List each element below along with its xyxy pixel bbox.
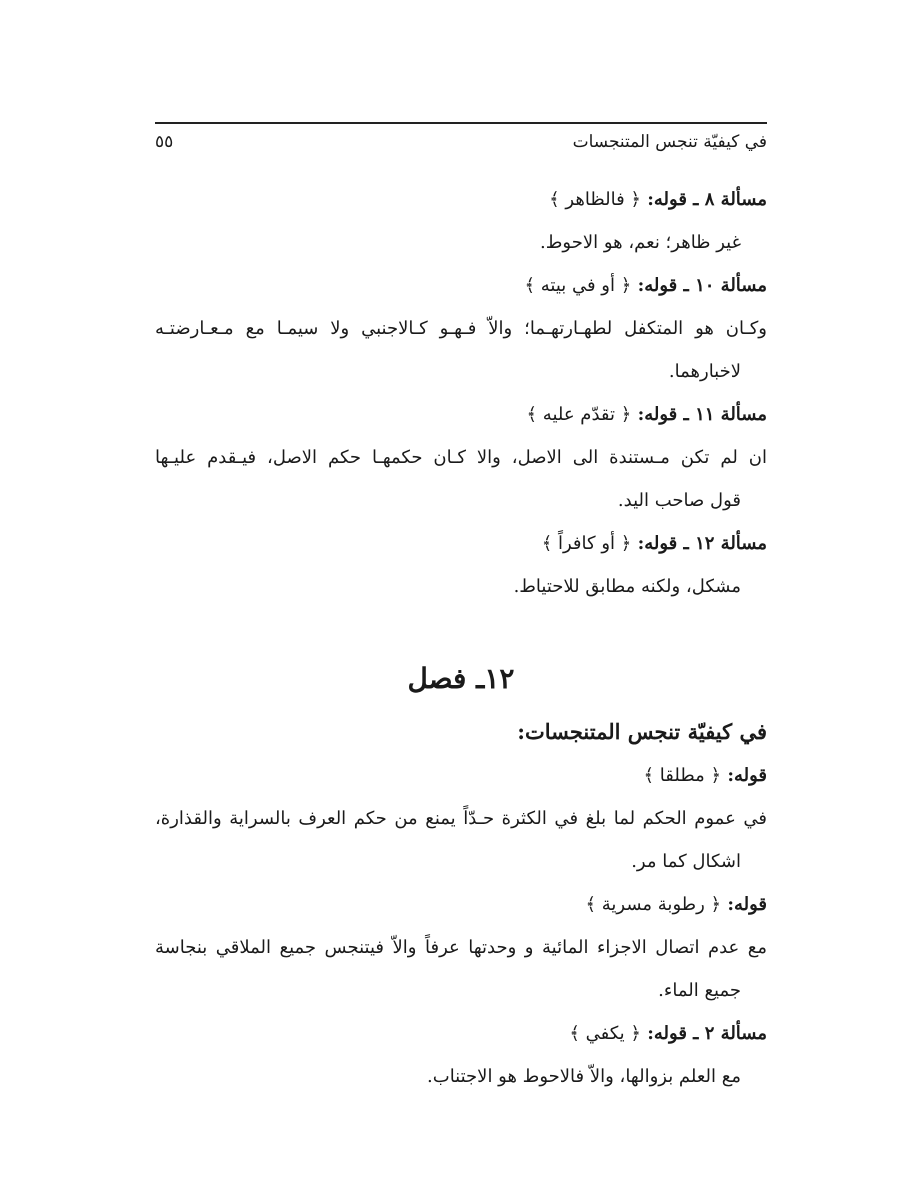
issue-label: مسألة ١٢ ـ قوله:	[637, 533, 767, 554]
section-title: ١٢ـ فصل	[407, 662, 515, 695]
page-body	[155, 178, 767, 1098]
issue-quote: ﴿ تقدّم عليه ﴾	[526, 404, 632, 425]
issue-label: مسألة ٢ ـ قوله:	[647, 1023, 767, 1044]
commentary-line: مشكل، ولكنه مطابق للاحتياط.	[513, 576, 741, 597]
running-title: في كيفيّة تنجس المتنجسات	[572, 132, 767, 152]
page-header	[155, 122, 767, 160]
section-gap	[155, 608, 767, 648]
issue-heading-2	[155, 1012, 767, 1055]
issue-heading-8	[155, 178, 767, 221]
issue-label: مسألة ٨ ـ قوله:	[647, 189, 767, 210]
commentary-line: مع عدم اتصال الاجزاء المائية و وحدتها عرفاً والاّ فيتنجس جميع الملاقي بنجاسة	[155, 937, 767, 958]
commentary-line: في عموم الحكم لما بلغ في الكثرة حـدّاً يمنع من حكم العرف بالسراية والقذارة،	[155, 808, 767, 829]
issue-quote: ﴿ أو كافراً ﴾	[541, 533, 632, 554]
commentary-line: غير ظاهر؛ نعم، هو الاحوط.	[540, 232, 741, 253]
issue-heading	[155, 754, 767, 797]
issue-heading	[155, 883, 767, 926]
issue-quote: ﴿ يكفي ﴾	[569, 1023, 641, 1044]
page-number: ٥٥	[155, 132, 174, 152]
issue-label: قوله:	[727, 765, 767, 786]
issue-label: مسألة ١٠ ـ قوله:	[637, 275, 767, 296]
commentary-line: ان لم تكن مـستندة الى الاصل، والا كـان حكمهـا حكم الاصل، فيـقدم عليـها	[155, 447, 767, 468]
issue-heading-12	[155, 522, 767, 565]
issue-label: مسألة ١١ ـ قوله:	[637, 404, 767, 425]
commentary-line: جميع الماء.	[658, 980, 741, 1001]
commentary-line: لاخبارهما.	[668, 361, 741, 382]
commentary-line: مع العلم بزوالها، والاّ فالاحوط هو الاجتناب.	[427, 1066, 741, 1087]
commentary-line: اشكال كما مر.	[631, 851, 741, 872]
issue-quote: ﴿ أو في بيته ﴾	[524, 275, 632, 296]
section-subtitle: في كيفيّة تنجس المتنجسات:	[517, 719, 767, 744]
commentary-line: وكـان هو المتكفل لطهـارتهـما؛ والاّ فـهـو كـالاجنبي ولا سيمـا مع مـعـارضتـه	[155, 318, 767, 339]
commentary-line: قول صاحب اليد.	[617, 490, 741, 511]
issue-heading-11	[155, 393, 767, 436]
issue-quote: ﴿ مطلقا ﴾	[643, 765, 722, 786]
issue-label: قوله:	[727, 894, 767, 915]
issue-heading-10	[155, 264, 767, 307]
issue-quote: ﴿ رطوبة مسرية ﴾	[585, 894, 722, 915]
issue-quote: ﴿ فالظاهر ﴾	[549, 189, 641, 210]
